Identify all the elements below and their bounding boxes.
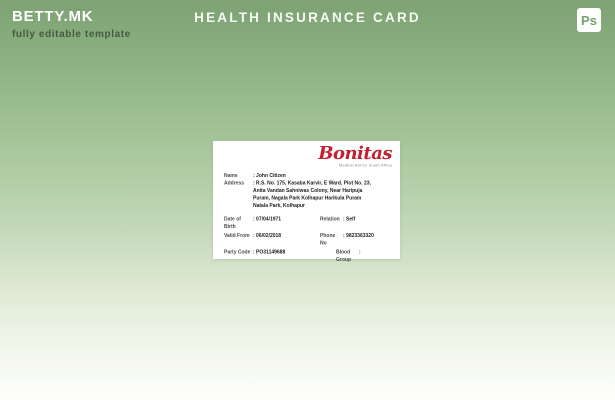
address-value: : R.S. No. 175, Kasaba Karvir, E Ward, Plot No. 23, Anita Vandan Sahniwas Colony, Near Haripuja Puram, Nagala Park Kolhapur Harikula Puram Natala Park, Kolhapur	[253, 180, 371, 209]
name-label: Name	[224, 173, 238, 179]
blood-group-label: Blood Group	[336, 249, 351, 263]
page-title: HEALTH INSURANCE CARD	[194, 10, 421, 25]
address-label: Address	[224, 180, 245, 186]
field-row-partycode-bloodgroup	[224, 249, 398, 264]
valid-from-value: : 06/02/2018	[253, 233, 282, 239]
photoshop-icon	[577, 8, 601, 32]
phone-value: : 9823363320	[343, 233, 374, 239]
insurance-card	[213, 141, 400, 263]
photoshop-icon-label: Ps	[581, 12, 597, 28]
bonitas-tagline: Medical Aid for South Africa	[338, 163, 392, 168]
insurance-card-content	[213, 141, 400, 263]
bonitas-logo-block	[318, 144, 392, 168]
relation-label: Relation	[320, 216, 340, 222]
blood-group-value: :	[359, 249, 361, 255]
party-code-label: Party Code	[224, 249, 251, 255]
card-fields	[213, 172, 400, 264]
dob-label: Date of Birth	[224, 216, 241, 230]
phone-label: Phone No	[320, 233, 336, 246]
party-code-value: : PO31149688	[253, 249, 286, 255]
field-row-address	[224, 180, 398, 210]
name-value: : John Citizen	[253, 173, 286, 179]
valid-from-label: Valid From	[224, 233, 250, 239]
field-row-validfrom-phone	[224, 232, 398, 247]
field-row-name	[224, 172, 398, 180]
bonitas-logo: Bonitas	[318, 142, 392, 164]
field-row-dob-relation	[224, 216, 398, 231]
brand-logo: BETTY.MK	[12, 8, 94, 25]
relation-value: : Self	[343, 216, 356, 222]
dob-value: : 07/04/1971	[253, 216, 282, 222]
brand-subtitle: fully editable template	[12, 29, 131, 40]
